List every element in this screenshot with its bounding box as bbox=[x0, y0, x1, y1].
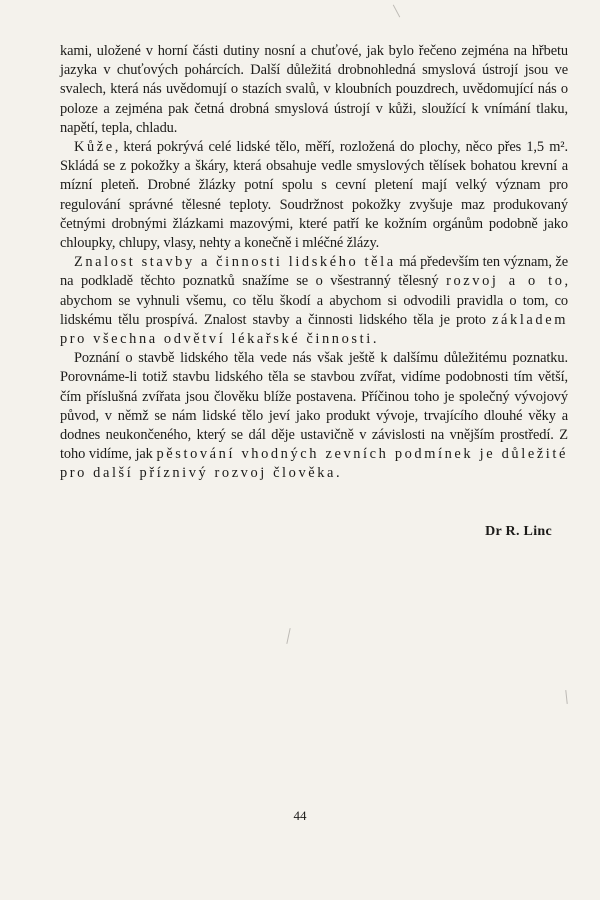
paragraph-knowledge bbox=[60, 253, 568, 349]
paragraph-evolution bbox=[60, 349, 568, 483]
paragraph-text: . bbox=[372, 331, 377, 348]
paragraph-text: má především ten význam, že na podkladě těchto poznatků snažíme se o všestranný tělesný bbox=[60, 254, 568, 290]
emphasis-text: Kůže bbox=[74, 139, 115, 156]
paragraph-sense-organs bbox=[60, 42, 568, 138]
emphasis-text: základem pro všechna odvětví lékařské činnosti bbox=[60, 311, 568, 348]
emphasis-text: rozvoj a o to bbox=[446, 273, 565, 290]
paragraph-text: , která pokrývá celé lidské tělo, měří, rozložená do plochy, něco přes 1,5 m². Skládá se z pokožky a škáry, která obsahuje vedle smyslových tělísek bohatou krevní a mízní pleteň. Drobné žlázky potní spolu s cevní pletení mají velký význam pro regulování správné tělesné teploty. Soudržnost pokožky zvyšuje maz produkovaný četnými drobnými žlázkami mazovými, které patří ke kožním orgánům podobně jako chloupky, chlupy, vlasy, nehty a konečně i mléčné žlázy. bbox=[60, 139, 568, 252]
scan-mark bbox=[565, 690, 567, 704]
paragraph-skin bbox=[60, 138, 568, 253]
paragraph-text: , abychom se vyhnuli všemu, co tělu škodí a abychom si odvodili pravidla o tom, co lidskému tělu prospívá. Znalost stavby a činnosti lidského těla je proto bbox=[60, 273, 568, 328]
paragraph-text: . bbox=[336, 465, 340, 482]
emphasis-text: pěstování vhodných zevních podmínek je důležité pro další příznivý rozvoj člověka bbox=[60, 446, 568, 482]
author-signature: Dr R. Linc bbox=[485, 524, 552, 539]
paragraph-text: kami, uložené v horní části dutiny nosní a chuťové, jak bylo řečeno zejména na hřbetu jazyka v chuťových pohárcích. Další důležitá drobnohledná smyslová ústrojí jsou ve svalech, která nás uvědomují o stazích svalů, v kloubních pouzdrech, uvědomující nás o poloze a zejména pak četná drobná smyslová ústrojí v kůži, sloužící k vnímání tlaku, napětí, tepla, chladu. bbox=[60, 43, 568, 136]
paragraph-text: Poznání o stavbě lidského těla vede nás však ještě k dalšímu důležitému poznatku. Porovnáme-li totiž stavbu lidského těla se stavbou zvířat, vidíme podobnosti tím větší, čím příslušná zvířata jsou člověku blíže postavena. Příčinou toho je společný vývojový původ, v němž se nám lidské tělo jeví jako produkt vývoje, trvajícího dlouhé věky a dodnes neukončeného, který se dál děje ustavičně v závislosti na vnějším prostředí. Z toho vidíme, jak bbox=[60, 350, 568, 463]
page-body bbox=[60, 42, 568, 484]
scan-mark bbox=[393, 5, 400, 18]
emphasis-text: Znalost stavby a činnosti lidského těla bbox=[74, 254, 396, 271]
scan-mark bbox=[286, 628, 290, 644]
page-number: 44 bbox=[293, 808, 307, 823]
